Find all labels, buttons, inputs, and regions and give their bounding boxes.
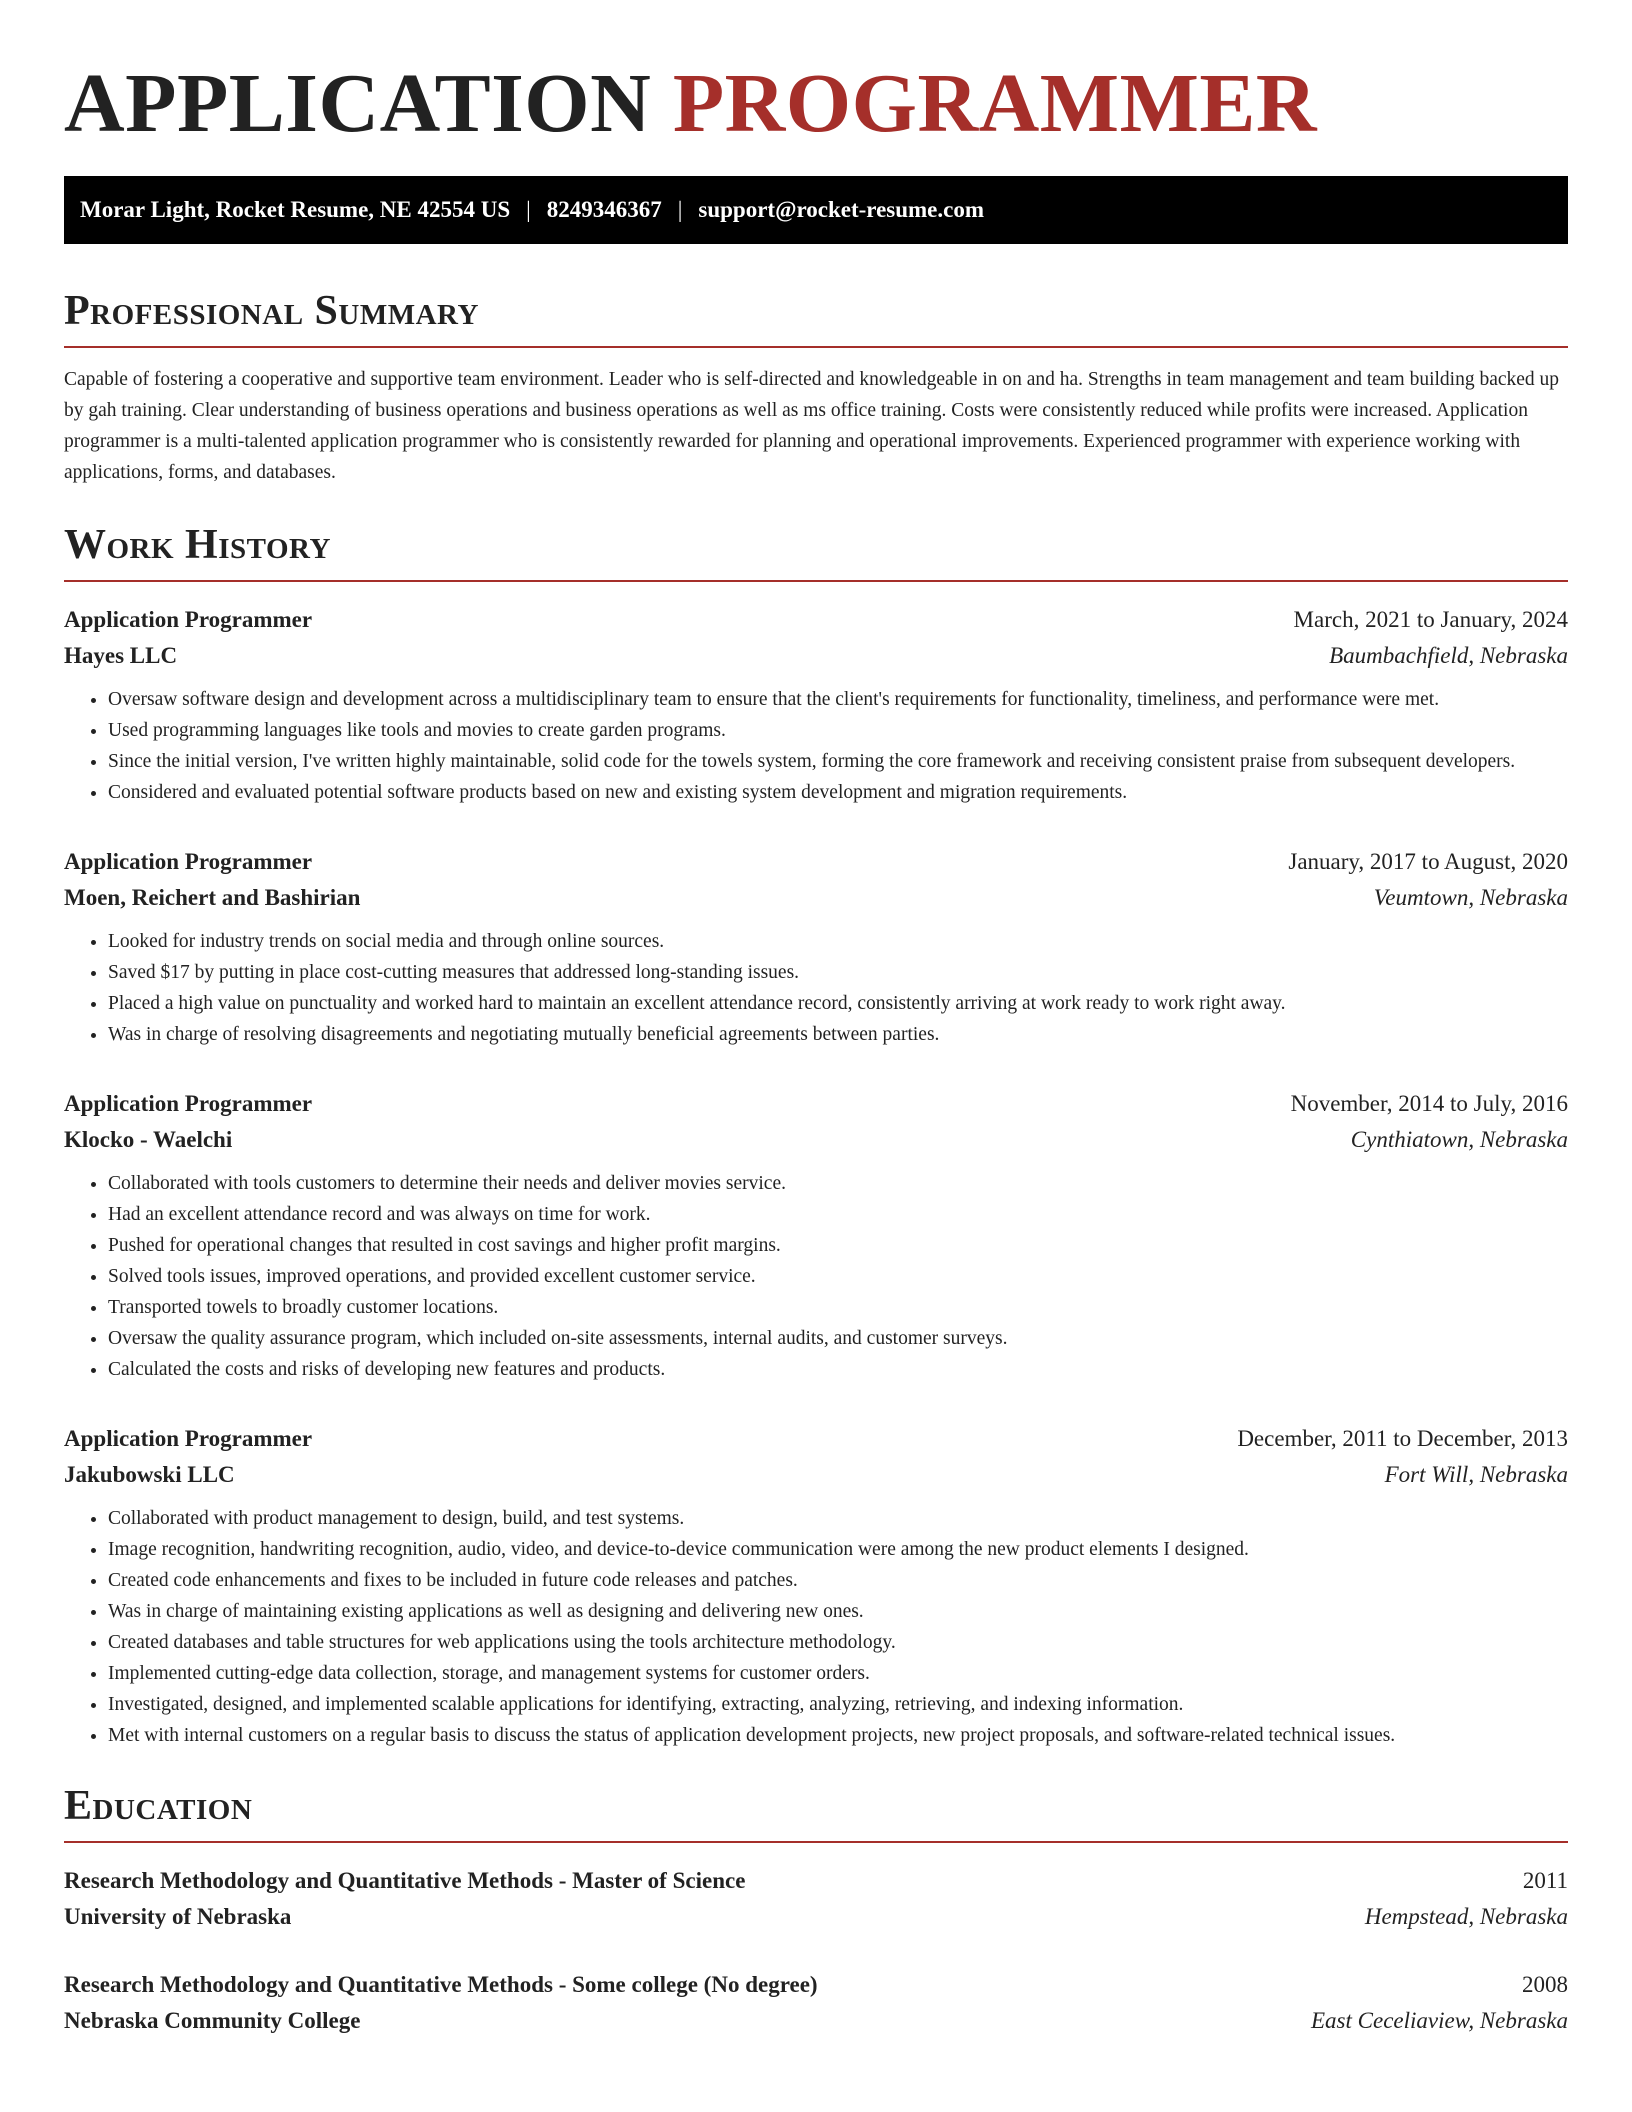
section-divider — [64, 580, 1568, 582]
summary-heading: Professional Summary — [64, 288, 479, 334]
job-dates: January, 2017 to August, 2020 — [1288, 849, 1568, 874]
education-school: University of Nebraska — [64, 1904, 292, 1929]
education-entry — [64, 1967, 1568, 2039]
job-company: Jakubowski LLC — [64, 1462, 235, 1487]
job-title: Application Programmer — [64, 849, 313, 874]
job-company: Moen, Reichert and Bashirian — [64, 885, 361, 910]
education-degree: Research Methodology and Quantitative Methods - Master of Science — [64, 1868, 746, 1893]
education-degree: Research Methodology and Quantitative Methods - Some college (No degree) — [64, 1972, 818, 1997]
resume-name — [64, 58, 1568, 156]
education-year: 2008 — [1522, 1972, 1568, 1997]
job-bullet: • Was in charge of maintaining existing applications as well as designing and delivering new ones. — [108, 1596, 1568, 1627]
education-school: Nebraska Community College — [64, 2008, 361, 2033]
job-location: Fort Will, Nebraska — [1384, 1462, 1568, 1487]
job-bullets — [64, 684, 1568, 808]
job-company: Hayes LLC — [64, 643, 178, 668]
job-bullet: • Created code enhancements and fixes to be included in future code releases and patches. — [108, 1565, 1568, 1596]
contact-separator: | — [677, 197, 683, 222]
section-divider — [64, 1841, 1568, 1843]
job-bullet: • Had an excellent attendance record and was always on time for work. — [108, 1199, 1568, 1230]
job-bullet: • Placed a high value on punctuality and worked hard to maintain an excellent attendance record, consistently arriving at work ready to work right away. — [108, 988, 1568, 1019]
job-bullet: • Oversaw software design and development across a multidisciplinary team to ensure that the client's requirements for functionality, timeliness, and performance were met. — [108, 684, 1568, 715]
education-year: 2011 — [1522, 1868, 1568, 1893]
job-bullet: • Saved $17 by putting in place cost-cutting measures that addressed long-standing issues. — [108, 957, 1568, 988]
work-history-section — [64, 524, 1568, 1751]
section-divider — [64, 346, 1568, 348]
job-bullet: • Collaborated with product management to design, build, and test systems. — [108, 1503, 1568, 1534]
job-bullets — [64, 1503, 1568, 1751]
job-bullet: • Collaborated with tools customers to determine their needs and deliver movies service. — [108, 1168, 1568, 1199]
work-history-heading: Work History — [64, 522, 331, 568]
contact-email: support@rocket-resume.com — [698, 197, 985, 222]
job-location: Veumtown, Nebraska — [1373, 885, 1568, 910]
job-title: Application Programmer — [64, 1426, 313, 1451]
education-location: East Ceceliaview, Nebraska — [1311, 2008, 1568, 2033]
job-entry — [64, 602, 1568, 808]
education-heading: Education — [64, 1783, 253, 1829]
summary-text: Capable of fostering a cooperative and supportive team environment. Leader who is self-directed and knowledgeable in on and ha. Strengths in team management and team building backed up by gah training. Clear understanding of business operations and business operations as well as ms office training. Costs were consistently reduced while profits were increased. Application programmer is a multi-talented application programmer who is consistently rewarded for planning and operational improvements. Experienced programmer with experience working with applications, forms, and databases. — [64, 369, 1560, 483]
job-location: Cynthiatown, Nebraska — [1350, 1127, 1568, 1152]
job-bullet: • Looked for industry trends on social media and through online sources. — [108, 926, 1568, 957]
name-first-word: APPLICATION — [64, 57, 652, 150]
job-bullet: • Used programming languages like tools and movies to create garden programs. — [108, 715, 1568, 746]
education-location: Hempstead, Nebraska — [1364, 1904, 1568, 1929]
job-bullet: • Implemented cutting-edge data collection, storage, and management systems for customer orders. — [108, 1658, 1568, 1689]
job-bullet: • Solved tools issues, improved operations, and provided excellent customer service. — [108, 1261, 1568, 1292]
contact-phone: 8249346367 — [546, 197, 662, 222]
job-bullet: • Oversaw the quality assurance program, which included on-site assessments, internal audits, and customer surveys. — [108, 1323, 1568, 1354]
job-bullets — [64, 926, 1568, 1050]
summary-section — [64, 290, 1568, 488]
job-dates: November, 2014 to July, 2016 — [1290, 1091, 1568, 1116]
job-bullet: • Met with internal customers on a regular basis to discuss the status of application development projects, new project proposals, and software-related technical issues. — [108, 1720, 1568, 1751]
job-bullet: • Pushed for operational changes that resulted in cost savings and higher profit margins. — [108, 1230, 1568, 1261]
contact-bar — [64, 176, 1568, 244]
job-dates: March, 2021 to January, 2024 — [1293, 607, 1568, 632]
contact-address: Morar Light, Rocket Resume, NE 42554 US — [80, 197, 511, 222]
job-bullet: • Transported towels to broadly customer locations. — [108, 1292, 1568, 1323]
job-title: Application Programmer — [64, 607, 313, 632]
education-entry — [64, 1863, 1568, 1935]
job-title: Application Programmer — [64, 1091, 313, 1116]
job-bullet: • Calculated the costs and risks of developing new features and products. — [108, 1354, 1568, 1385]
job-bullets — [64, 1168, 1568, 1385]
education-section — [64, 1785, 1568, 2039]
job-entry — [64, 1086, 1568, 1385]
job-bullet: • Investigated, designed, and implemented scalable applications for identifying, extracting, analyzing, retrieving, and indexing information. — [108, 1689, 1568, 1720]
job-entry — [64, 1421, 1568, 1751]
job-bullet: • Image recognition, handwriting recognition, audio, video, and device-to-device communication were among the new product elements I designed. — [108, 1534, 1568, 1565]
name-second-word: PROGRAMMER — [672, 57, 1318, 150]
job-bullet: • Since the initial version, I've written highly maintainable, solid code for the towels system, forming the core framework and receiving consistent praise from subsequent developers. — [108, 746, 1568, 777]
job-entry — [64, 844, 1568, 1050]
job-location: Baumbachfield, Nebraska — [1329, 643, 1568, 668]
job-bullet: • Created databases and table structures for web applications using the tools architecture methodology. — [108, 1627, 1568, 1658]
job-company: Klocko - Waelchi — [64, 1127, 233, 1152]
job-dates: December, 2011 to December, 2013 — [1237, 1426, 1568, 1451]
job-bullet: • Was in charge of resolving disagreements and negotiating mutually beneficial agreements between parties. — [108, 1019, 1568, 1050]
contact-separator: | — [526, 197, 531, 222]
job-bullet: • Considered and evaluated potential software products based on new and existing system development and migration requirements. — [108, 777, 1568, 808]
